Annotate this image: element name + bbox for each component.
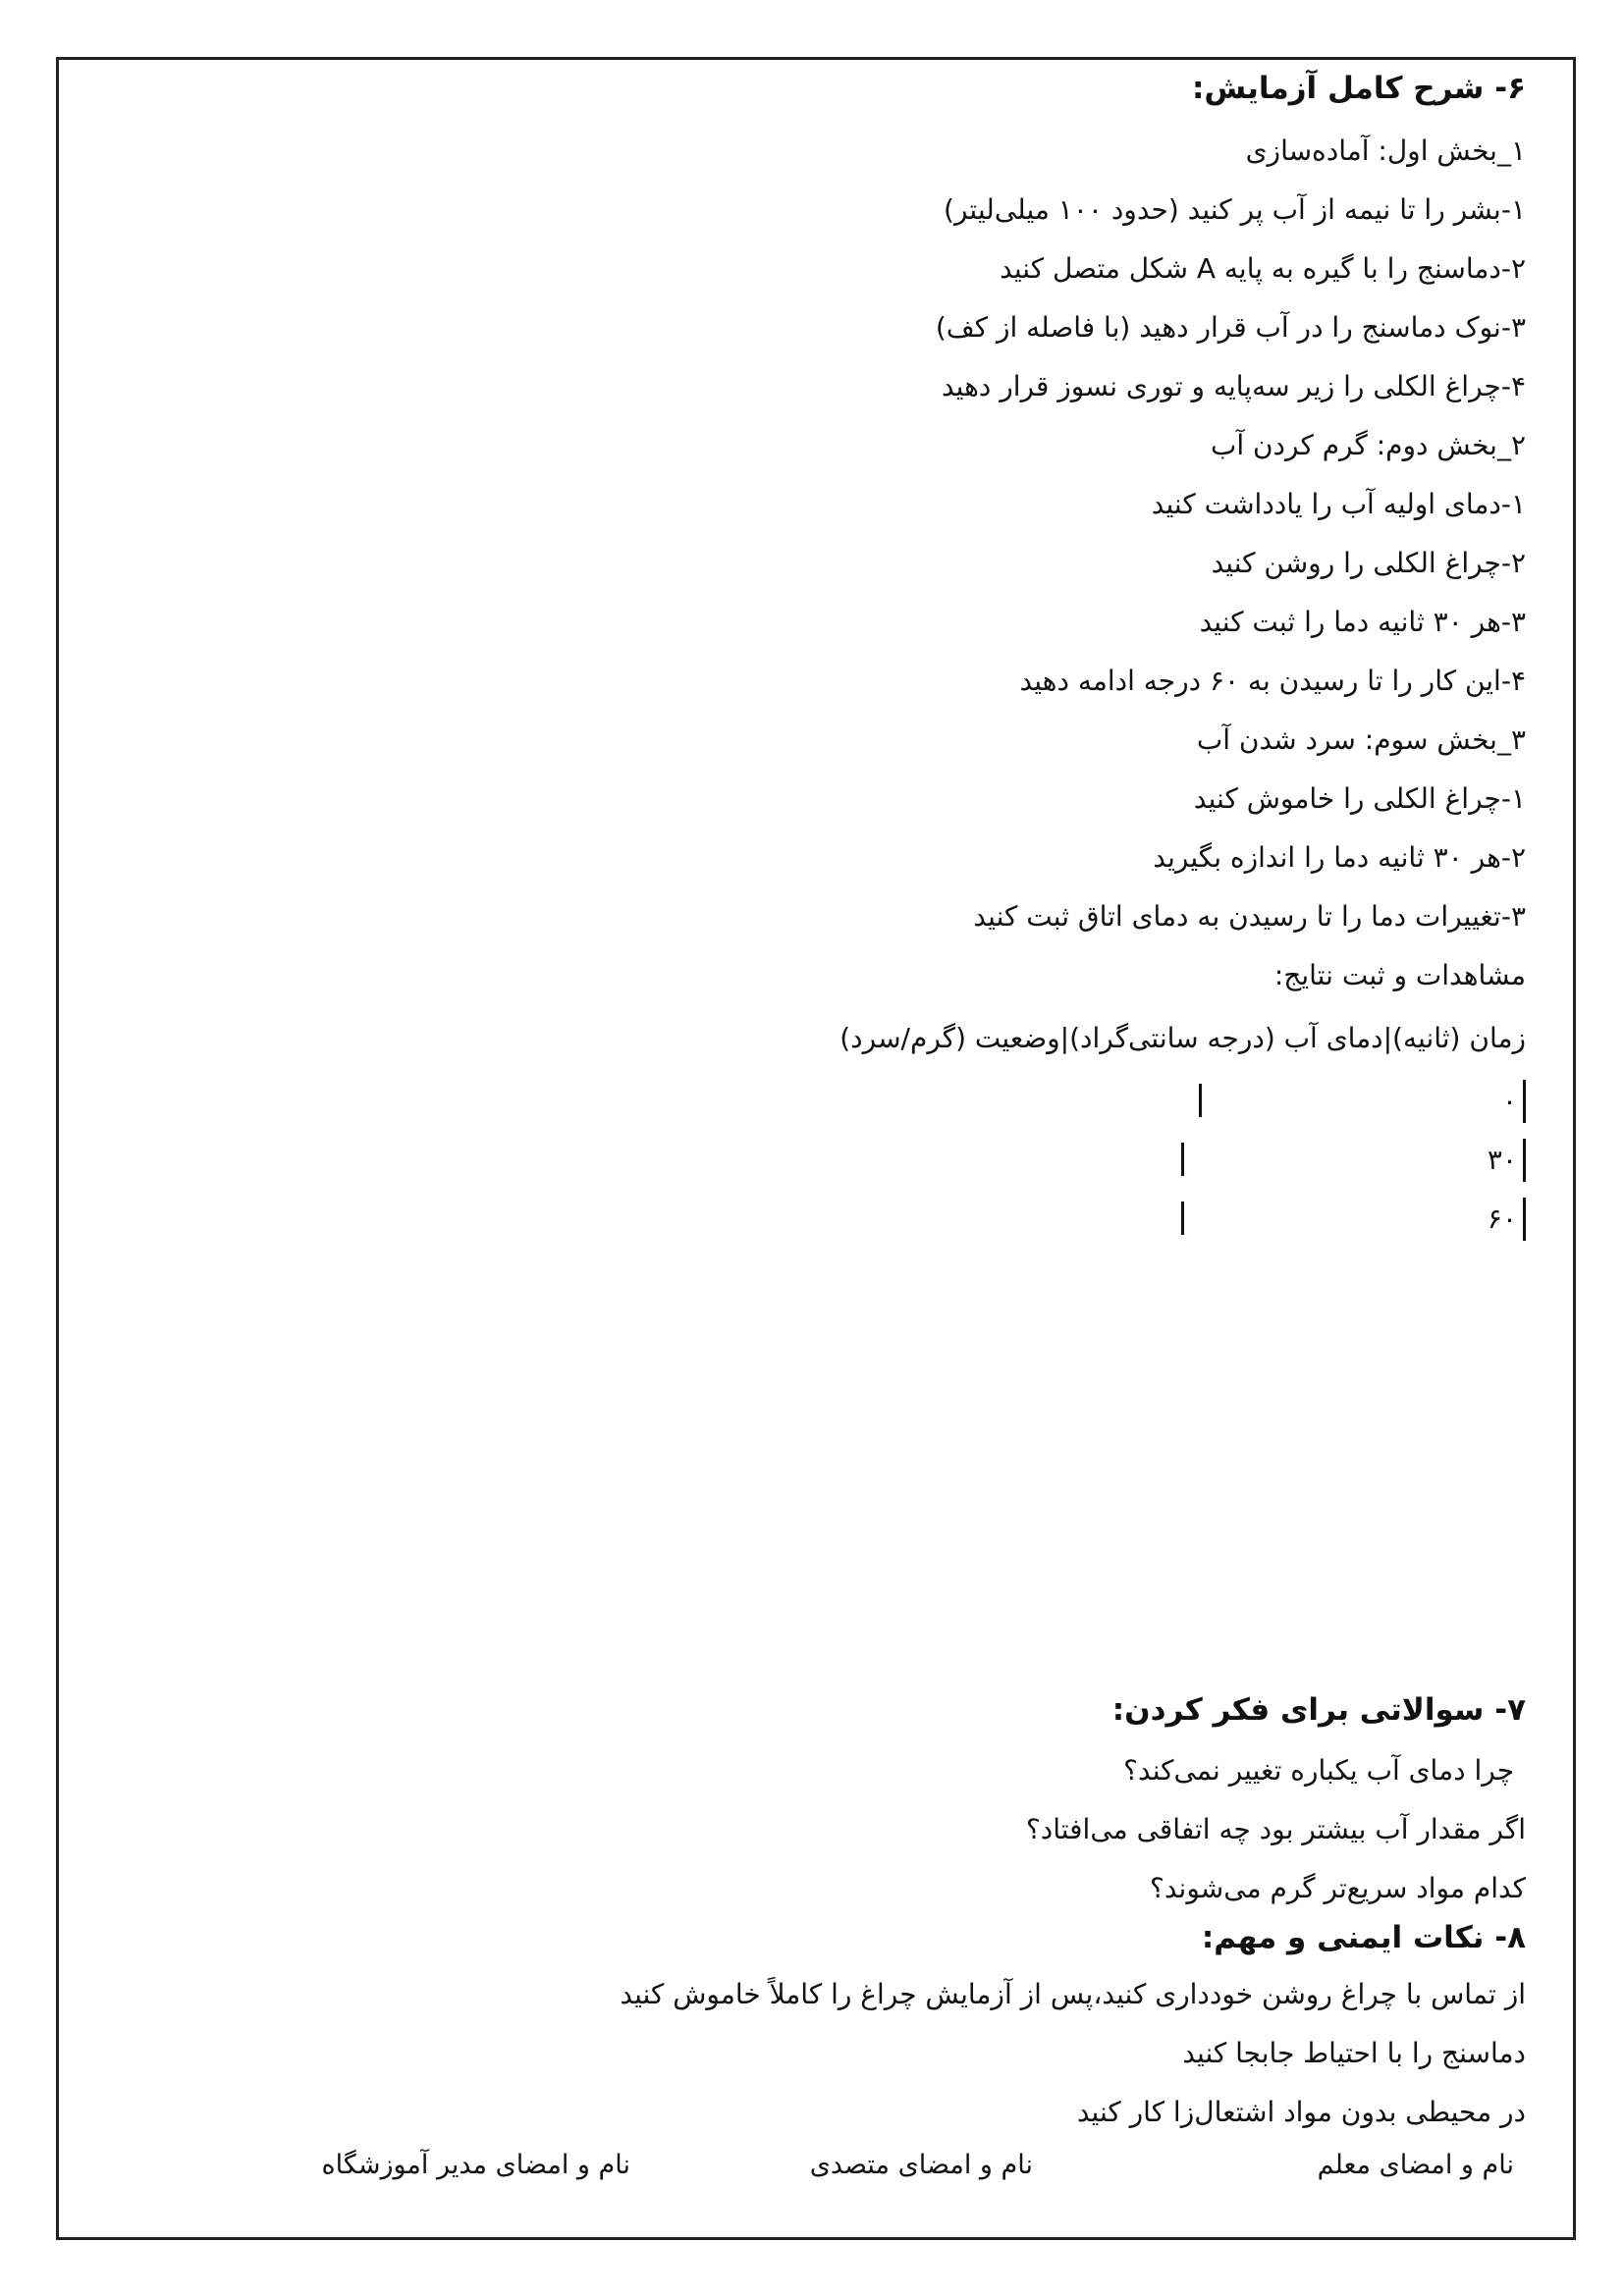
- question: چرا دمای آب یکباره تغییر نمی‌کند؟: [1123, 1754, 1514, 1787]
- column-separator: [1199, 1084, 1202, 1117]
- part-1-step: ۴-چراغ الکلی را زیر سه‌پایه و توری نسوز قرار دهید: [941, 370, 1526, 402]
- part-1-title: ۱_بخش اول: آماده‌سازی: [1245, 134, 1526, 167]
- table-header: زمان (ثانیه)|دمای آب (درجه سانتی‌گراد)|وضعیت (گرم/سرد): [839, 1022, 1526, 1054]
- principal-signature-label: نام و امضای مدیر آموزشگاه: [321, 2150, 630, 2180]
- section-8-heading: ۸- نکات ایمنی و مهم:: [1201, 1920, 1526, 1955]
- part-1-step: ۳-نوک دماسنج را در آب قرار دهید (با فاصله از کف): [935, 311, 1526, 344]
- table-cell-time: ۶۰: [1488, 1198, 1526, 1241]
- safety-item: دماسنج را با احتیاط جابجا کنید: [1182, 2037, 1526, 2069]
- column-separator: [1181, 1143, 1184, 1176]
- safety-item: در محیطی بدون مواد اشتعال‌زا کار کنید: [1076, 2096, 1526, 2128]
- safety-item: از تماس با چراغ روشن خودداری کنید،پس از آزمایش چراغ را کاملاً خاموش کنید: [620, 1978, 1526, 2010]
- part-2-step: ۲-چراغ الکلی را روشن کنید: [1211, 547, 1526, 579]
- part-2-title: ۲_بخش دوم: گرم کردن آب: [1210, 429, 1526, 461]
- teacher-signature-label: نام و امضای معلم: [1317, 2150, 1514, 2180]
- part-1-step: ۱-بشر را تا نیمه از آب پر کنید (حدود ۱۰۰ میلی‌لیتر): [944, 193, 1526, 226]
- table-cell-time: ۳۰: [1488, 1139, 1526, 1182]
- table-row: [839, 1080, 1526, 1123]
- supervisor-signature-label: نام و امضای متصدی: [809, 2150, 1033, 2180]
- part-3-step: ۳-تغییرات دما را تا رسیدن به دمای اتاق ثبت کنید: [973, 900, 1526, 933]
- question: اگر مقدار آب بیشتر بود چه اتفاقی می‌افتاد؟: [1025, 1813, 1526, 1845]
- table-row: [839, 1198, 1526, 1241]
- part-3-step: ۲-هر ۳۰ ثانیه دما را اندازه بگیرید: [1153, 841, 1526, 874]
- section-6-heading: ۶- شرح کامل آزمایش:: [1192, 71, 1526, 106]
- part-3-step: ۱-چراغ الکلی را خاموش کنید: [1193, 782, 1526, 815]
- table-row: [839, 1139, 1526, 1182]
- table-cell-time: ۰: [1502, 1080, 1526, 1123]
- part-2-step: ۱-دمای اولیه آب را یادداشت کنید: [1151, 488, 1526, 520]
- part-1-step: ۲-دماسنج را با گیره به پایه A شکل متصل کنید: [1000, 252, 1526, 285]
- column-separator: [1181, 1201, 1184, 1235]
- section-7-heading: ۷- سوالاتی برای فکر کردن:: [1111, 1692, 1526, 1728]
- part-2-step: ۴-این کار را تا رسیدن به ۶۰ درجه ادامه دهید: [1019, 665, 1526, 697]
- part-3-title: ۳_بخش سوم: سرد شدن آب: [1196, 723, 1526, 756]
- observations-title: مشاهدات و ثبت نتایج:: [1273, 959, 1526, 991]
- question: کدام مواد سریع‌تر گرم می‌شوند؟: [1149, 1872, 1526, 1904]
- part-2-step: ۳-هر ۳۰ ثانیه دما را ثبت کنید: [1199, 606, 1526, 638]
